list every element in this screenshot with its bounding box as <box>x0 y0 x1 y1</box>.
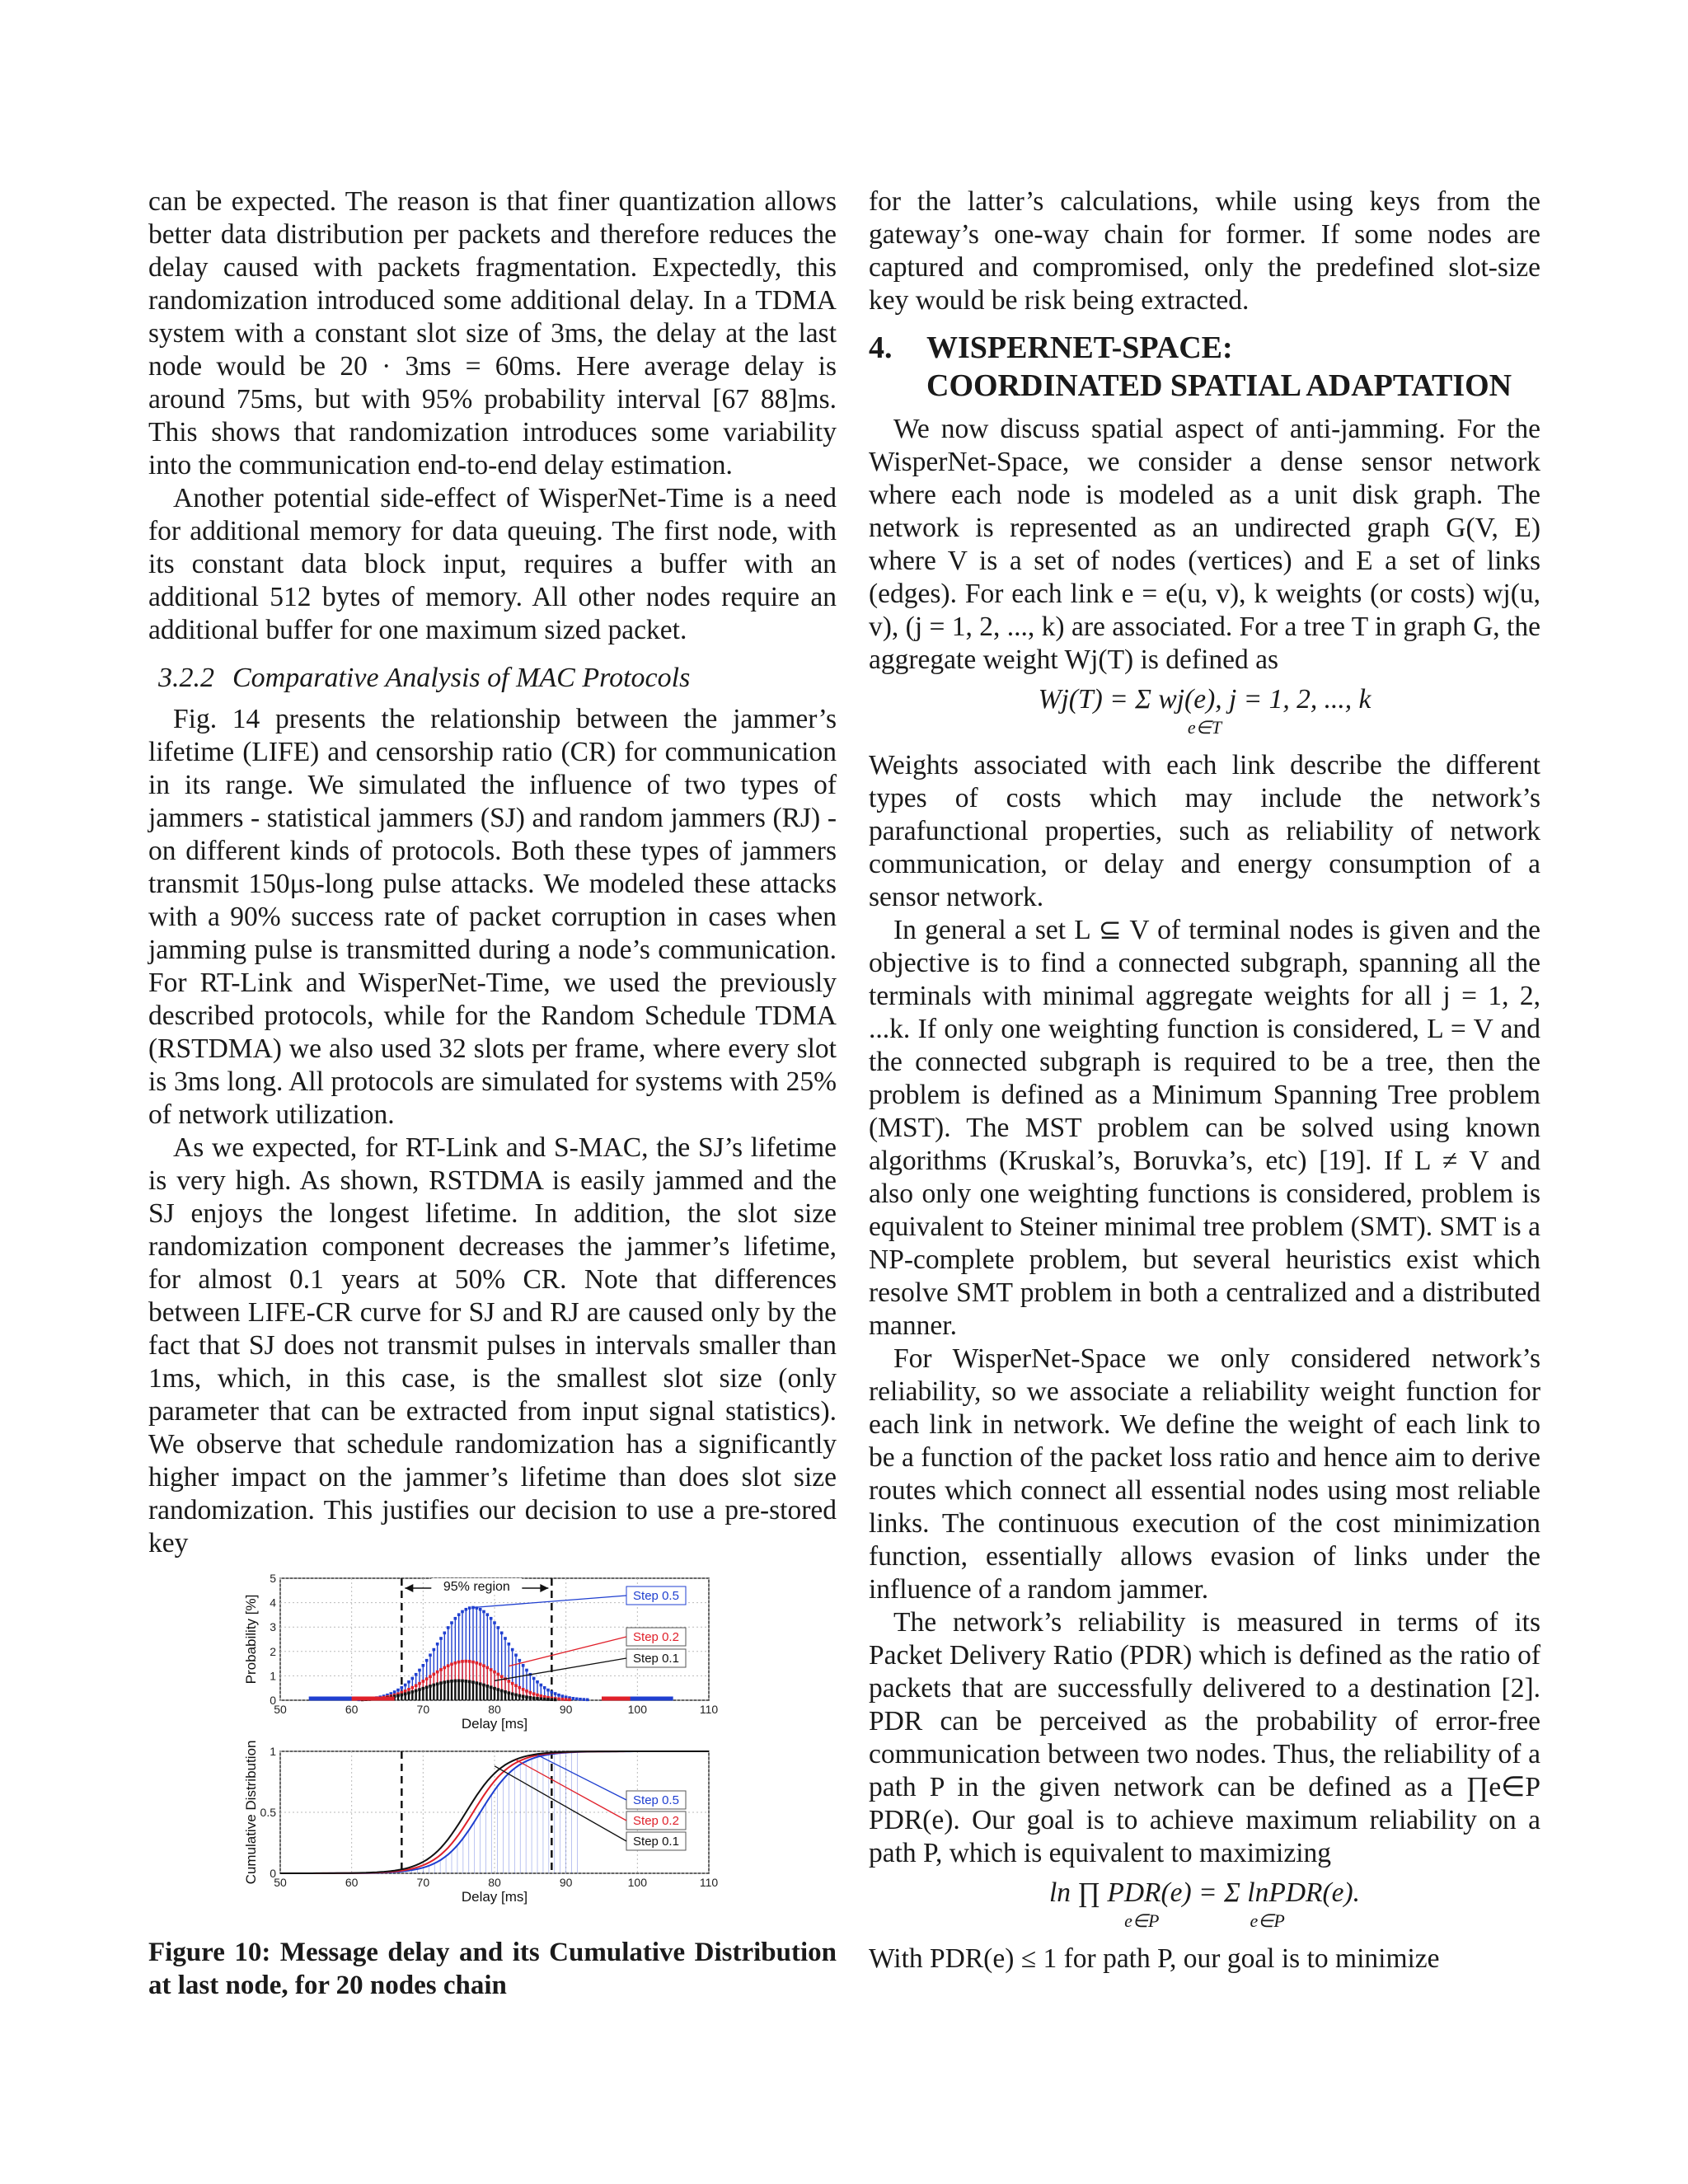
y-tick-label: 1 <box>270 1745 276 1758</box>
histogram-marker <box>511 1648 514 1652</box>
histogram-marker <box>433 1673 436 1676</box>
histogram-marker <box>425 1685 429 1689</box>
histogram-marker <box>407 1680 410 1684</box>
histogram-marker <box>514 1684 518 1687</box>
y-tick-label: 0 <box>270 1694 276 1707</box>
histogram-marker <box>522 1664 525 1667</box>
y-tick-label: 3 <box>270 1620 276 1634</box>
histogram-marker <box>439 1637 443 1640</box>
histogram-marker <box>433 1648 436 1652</box>
histogram-marker <box>415 1690 418 1693</box>
histogram-marker <box>479 1682 482 1685</box>
histogram-marker <box>536 1694 539 1697</box>
histogram-marker <box>418 1669 421 1672</box>
histogram-marker <box>532 1697 536 1700</box>
histogram-marker <box>557 1694 560 1697</box>
cdf-chart <box>243 1741 718 1905</box>
histogram-marker <box>404 1693 407 1696</box>
histogram-marker <box>482 1610 485 1614</box>
x-axis-label: Delay [ms] <box>461 1889 528 1905</box>
histogram-marker <box>479 1608 482 1611</box>
histogram-marker <box>557 1698 560 1701</box>
subsection-number: 3.2.2 <box>158 663 214 693</box>
paragraph: Weights associated with each link describe the different types of costs which may include the network’s parafunctional properties, such as reliability of network communication, or delay and energy consumption of a sensor network. <box>869 750 1540 912</box>
x-tick-label: 100 <box>627 1703 648 1716</box>
figure-charts <box>148 1570 837 1924</box>
histogram-marker <box>540 1698 543 1701</box>
histogram-marker <box>508 1680 511 1683</box>
histogram-marker <box>401 1686 404 1690</box>
histogram-marker <box>429 1685 432 1688</box>
histogram-marker <box>471 1680 475 1684</box>
histogram-marker <box>575 1698 579 1701</box>
histogram-marker <box>500 1690 504 1693</box>
histogram-marker <box>422 1687 425 1690</box>
histogram-marker <box>468 1680 471 1684</box>
histogram-marker <box>415 1673 418 1676</box>
histogram-marker <box>493 1671 496 1674</box>
histogram-marker <box>443 1632 447 1635</box>
histogram-marker <box>450 1621 453 1624</box>
histogram-marker <box>486 1666 490 1670</box>
region-label: 95% region <box>443 1580 510 1594</box>
histogram-marker <box>425 1659 429 1662</box>
histogram-marker <box>497 1673 500 1676</box>
histogram-marker <box>422 1680 425 1683</box>
right-column <box>869 185 1540 1975</box>
histogram-marker <box>514 1694 518 1697</box>
histogram-marker <box>493 1621 496 1624</box>
x-tick-label: 110 <box>699 1876 719 1889</box>
histogram-marker <box>450 1662 453 1666</box>
x-tick-label: 90 <box>559 1876 573 1889</box>
histogram-marker <box>511 1682 514 1685</box>
paragraph: With PDR(e) ≤ 1 for path P, our goal is to minimize <box>869 1943 1440 1974</box>
y-axis-label: Probability [%] <box>243 1594 259 1685</box>
histogram-marker <box>468 1606 471 1610</box>
histogram-marker <box>436 1682 439 1685</box>
histogram-marker <box>439 1681 443 1685</box>
histogram-marker <box>561 1694 565 1698</box>
x-tick-label: 110 <box>699 1703 719 1716</box>
histogram-marker <box>532 1677 536 1680</box>
y-tick-label: 2 <box>270 1644 276 1658</box>
histogram-marker <box>454 1680 457 1683</box>
histogram-marker <box>476 1681 479 1685</box>
histogram-marker <box>461 1610 464 1614</box>
histogram-marker <box>543 1686 546 1690</box>
x-tick-label: 100 <box>627 1876 648 1889</box>
histogram-marker <box>486 1613 490 1616</box>
equation-2-body: ln ∏ PDR(e) = Σ lnPDR(e). <box>1048 1877 1361 1908</box>
histogram-marker <box>418 1682 421 1685</box>
section-title-line1: WISPERNET-SPACE: <box>926 330 1233 365</box>
histogram-marker <box>508 1643 511 1646</box>
histogram-marker <box>465 1660 468 1663</box>
histogram-marker <box>396 1689 400 1692</box>
histogram-marker <box>461 1680 464 1683</box>
histogram-marker <box>407 1688 410 1691</box>
histogram-marker <box>404 1690 407 1693</box>
series-label: Step 0.2 <box>633 1814 679 1828</box>
histogram-marker <box>525 1669 528 1672</box>
histogram-marker <box>572 1697 575 1700</box>
subsection-heading <box>158 662 837 695</box>
histogram-marker <box>447 1626 450 1629</box>
histogram-marker <box>447 1664 450 1667</box>
histogram-marker <box>540 1694 543 1698</box>
histogram-marker <box>457 1680 461 1683</box>
histogram-marker <box>561 1698 565 1701</box>
histogram-marker <box>436 1643 439 1646</box>
x-axis-label: Delay [ms] <box>461 1716 528 1732</box>
histogram-marker <box>436 1671 439 1674</box>
series-label: Step 0.1 <box>633 1652 679 1666</box>
histogram-marker <box>457 1613 461 1616</box>
histogram-marker <box>465 1608 468 1611</box>
histogram-marker <box>490 1617 493 1620</box>
histogram-marker <box>411 1690 415 1694</box>
series-label: Step 0.5 <box>633 1589 679 1603</box>
histogram-marker <box>482 1684 485 1687</box>
histogram-marker <box>554 1692 557 1695</box>
histogram-marker <box>500 1675 504 1678</box>
histogram-marker <box>433 1684 436 1687</box>
histogram-marker <box>482 1664 485 1667</box>
x-tick-label: 50 <box>274 1703 287 1716</box>
histogram-marker <box>536 1680 539 1684</box>
histogram-marker <box>415 1684 418 1687</box>
histogram-marker <box>411 1686 415 1690</box>
y-tick-label: 0 <box>270 1867 276 1880</box>
histogram-marker <box>551 1690 554 1694</box>
histogram-marker <box>511 1693 514 1696</box>
histogram-marker <box>457 1661 461 1664</box>
histogram-marker <box>454 1617 457 1620</box>
histogram-marker <box>429 1675 432 1678</box>
histogram-marker <box>468 1660 471 1663</box>
paragraph: Another potential side-effect of WisperNet-Time is a need for additional memory for data queuing. The first node, with its constant data block input, requires a buffer with an additional 512 bytes of memory. All other nodes require an additional buffer for one maximum sized packet. <box>148 483 837 645</box>
section-number: 4. <box>869 330 893 365</box>
equation-2 <box>869 1877 1540 1938</box>
x-tick-label: 60 <box>345 1703 359 1716</box>
histogram-marker <box>514 1653 518 1657</box>
y-tick-label: 1 <box>270 1669 276 1683</box>
histogram-marker <box>396 1694 400 1698</box>
x-tick-label: 80 <box>488 1703 501 1716</box>
histogram-marker <box>583 1698 586 1701</box>
histogram-marker <box>471 1661 475 1664</box>
histogram-marker <box>450 1680 453 1683</box>
histogram-marker <box>525 1690 528 1693</box>
paragraph: Fig. 14 presents the relationship between the jammer’s lifetime (LIFE) and censorship ratio (CR) for communication in its range. We simulated the influence of two types of jammers - statistical jammers (SJ) and random jammers (RJ) - on different kinds of protocols. Both these types of jammers transmit 150μs-long pulse attacks. We modeled these attacks with a 90% success rate of packet corruption in cases when jamming pulse is transmitted during a node’s communication. For RT-Link and WisperNet-Time, we used the previously described protocols, while for the Random Schedule TDMA (RSTDMA) we also used 32 slots per frame, where every slot is 3ms long. All protocols are simulated for systems with 25% of network utilization. <box>148 704 837 1130</box>
histogram-marker <box>536 1697 539 1700</box>
histogram-marker <box>443 1666 447 1670</box>
histogram-marker <box>554 1699 557 1702</box>
histogram-marker <box>518 1659 522 1662</box>
histogram-marker <box>404 1684 407 1687</box>
histogram-marker <box>518 1686 522 1690</box>
histogram-marker <box>497 1688 500 1691</box>
x-tick-label: 90 <box>559 1703 573 1716</box>
histogram-marker <box>497 1626 500 1629</box>
paragraph: In general a set L ⊆ V of terminal nodes is given and the objective is to find a connected subgraph, spanning all the terminals with minimal aggregate weights for all j = 1, 2, ...k. If only one weighting function is considered, L = V and the connected subgraph is required to be a tree, then the problem is defined as a Minimum Spanning Tree problem (MST). The MST problem can be solved using known algorithms (Kruskal’s, Boruvka’s, etc) [19]. If L ≠ V and also only one weighting functions is considered, problem is equivalent to Steiner minimal tree problem (SMT). SMT is a NP-complete problem, but several heuristics exist which resolve SMT problem in both a centralized and a distributed manner. <box>869 915 1540 1341</box>
equation-1 <box>869 683 1540 744</box>
histogram-marker <box>525 1695 528 1699</box>
histogram-marker <box>522 1695 525 1699</box>
histogram-marker <box>500 1632 504 1635</box>
histogram-marker <box>493 1687 496 1690</box>
subsection-title: Comparative Analysis of MAC Protocols <box>232 663 691 693</box>
figure-10 <box>148 1570 837 1924</box>
y-axis-label: Cumulative Distribution <box>243 1740 259 1885</box>
histogram-marker <box>422 1664 425 1667</box>
histogram-marker <box>443 1680 447 1684</box>
histogram-marker <box>522 1688 525 1691</box>
histogram-marker <box>540 1684 543 1687</box>
paragraph: We now discuss spatial aspect of anti-jamming. For the WisperNet-Space, we consider a dense sensor network where each node is modeled as a unit disk graph. The network is represented as an undirected graph G(V, E) where V is a set of nodes (vertices) and E a set of links (edges). For each link e = e(u, v), k weights (or costs) wj(u, v), (j = 1, 2, ..., k) are associated. For a tree T in graph G, the aggregate weight Wj(T) is defined as <box>869 414 1540 675</box>
histogram-marker <box>425 1677 429 1680</box>
section-heading <box>869 329 1540 405</box>
histogram-marker <box>529 1696 532 1699</box>
histogram-marker <box>418 1688 421 1691</box>
x-tick-label: 80 <box>488 1876 501 1889</box>
x-tick-label: 50 <box>274 1876 287 1889</box>
x-tick-label: 60 <box>345 1876 359 1889</box>
histogram-marker <box>546 1689 550 1692</box>
histogram-marker <box>518 1694 522 1698</box>
histogram-marker <box>490 1685 493 1689</box>
histogram-marker <box>411 1677 415 1680</box>
histogram-marker <box>504 1690 507 1694</box>
y-tick-label: 5 <box>270 1572 276 1585</box>
equation-2-subscripts <box>869 1905 1540 1938</box>
paragraph: As we expected, for RT-Link and S-MAC, the SJ’s lifetime is very high. As shown, RSTDMA is easily jammed and the SJ enjoys the longest lifetime. In addition, the slot size randomization component decreases the jammer’s lifetime, for almost 0.1 years at 50% CR. Note that differences between LIFE-CR curve for SJ and RJ are caused only by the fact that SJ does not transmit pulses in intervals smaller than 1ms, which, in this case, is the smallest slot size (only parameter that can be extracted from input signal statistics). We observe that schedule randomization has a significantly higher impact on the jammer’s lifetime than does slot size randomization. This justifies our decision to use a pre-stored key <box>148 1132 837 1558</box>
paragraph: The network’s reliability is measured in terms of its Packet Delivery Ratio (PDR) which is defined as the ratio of packets that are successfully delivered to a destination [2]. PDR can be perceived as the probability of error-free communication between two nodes. Thus, the reliability of a path P in the given network can be defined as a ∏e∈P PDR(e). Our goal is to achieve maximum reliability on a path P, which is equivalent to maximizing <box>869 1607 1540 1868</box>
histogram-marker <box>565 1698 568 1701</box>
histogram-marker <box>543 1698 546 1701</box>
equation-1-body: Wj(T) = Σ wj(e), j = 1, 2, ..., k <box>1038 684 1372 715</box>
y-tick-label: 0.5 <box>260 1806 276 1819</box>
x-tick-label: 70 <box>416 1703 430 1716</box>
histogram-marker <box>461 1660 464 1663</box>
histogram-marker <box>546 1698 550 1701</box>
equation-1-subscript: e∈T <box>1187 717 1222 738</box>
x-tick-label: 70 <box>416 1876 430 1889</box>
histogram-marker <box>579 1698 582 1701</box>
paragraph: can be expected. The reason is that finer quantization allows better data distribution per packets and therefore reduces the delay caused with packets fragmentation. Expectedly, this randomization introduced some additional delay. In a TDMA system with a constant slot size of 3ms, the delay at the last node would be 20 · 3ms = 60ms. Here average delay is around 75ms, but with 95% probability interval [67 88]ms. This shows that randomization introduces some variability into the communication end-to-end delay estimation. <box>148 186 837 480</box>
equation-2-sub-left: e∈P <box>1124 1910 1160 1931</box>
section-title-line2: COORDINATED SPATIAL ADAPTATION <box>926 368 1512 403</box>
histogram-marker <box>447 1680 450 1684</box>
histogram-marker <box>486 1685 490 1688</box>
histogram-marker <box>429 1653 432 1657</box>
histogram-marker <box>476 1661 479 1665</box>
histogram-marker <box>465 1680 468 1683</box>
figure-caption: Figure 10: Message delay and its Cumulative Distribution at last node, for 20 nodes chain <box>148 1938 837 2000</box>
y-tick-label: 4 <box>270 1596 276 1610</box>
histogram-marker <box>529 1691 532 1694</box>
histogram-marker <box>568 1698 571 1701</box>
series-label: Step 0.5 <box>633 1793 679 1807</box>
equation-2-sub-right: e∈P <box>1250 1910 1285 1931</box>
histogram-marker <box>490 1668 493 1671</box>
series-label: Step 0.2 <box>633 1630 679 1644</box>
histogram-marker <box>586 1699 589 1702</box>
histogram-marker <box>454 1661 457 1665</box>
histogram-marker <box>532 1692 536 1695</box>
histogram-marker <box>479 1662 482 1666</box>
histogram-marker <box>407 1691 410 1694</box>
paragraph: for the latter’s calculations, while using keys from the gateway’s one-way chain for former. If some nodes are captured and compromised, only the predefined slot-size key would be risk being extracted. <box>869 186 1540 316</box>
histogram-marker <box>439 1668 443 1671</box>
histogram-marker <box>551 1698 554 1701</box>
histogram-marker <box>401 1694 404 1697</box>
left-column <box>148 185 837 2002</box>
histogram-marker <box>393 1690 396 1694</box>
histogram-chart <box>243 1572 718 1732</box>
histogram-marker <box>504 1637 507 1640</box>
series-label: Step 0.1 <box>633 1835 679 1849</box>
paragraph: For WisperNet-Space we only considered network’s reliability, so we associate a reliability weight function for each link in network. We define the weight of each link to be a function of the packet loss ratio and hence aim to derive routes which connect all essential nodes using most reliable links. The continuous execution of the cost minimization function, essentially allows evasion of links under the influence of a random jammer. <box>869 1343 1540 1605</box>
histogram-marker <box>508 1691 511 1694</box>
